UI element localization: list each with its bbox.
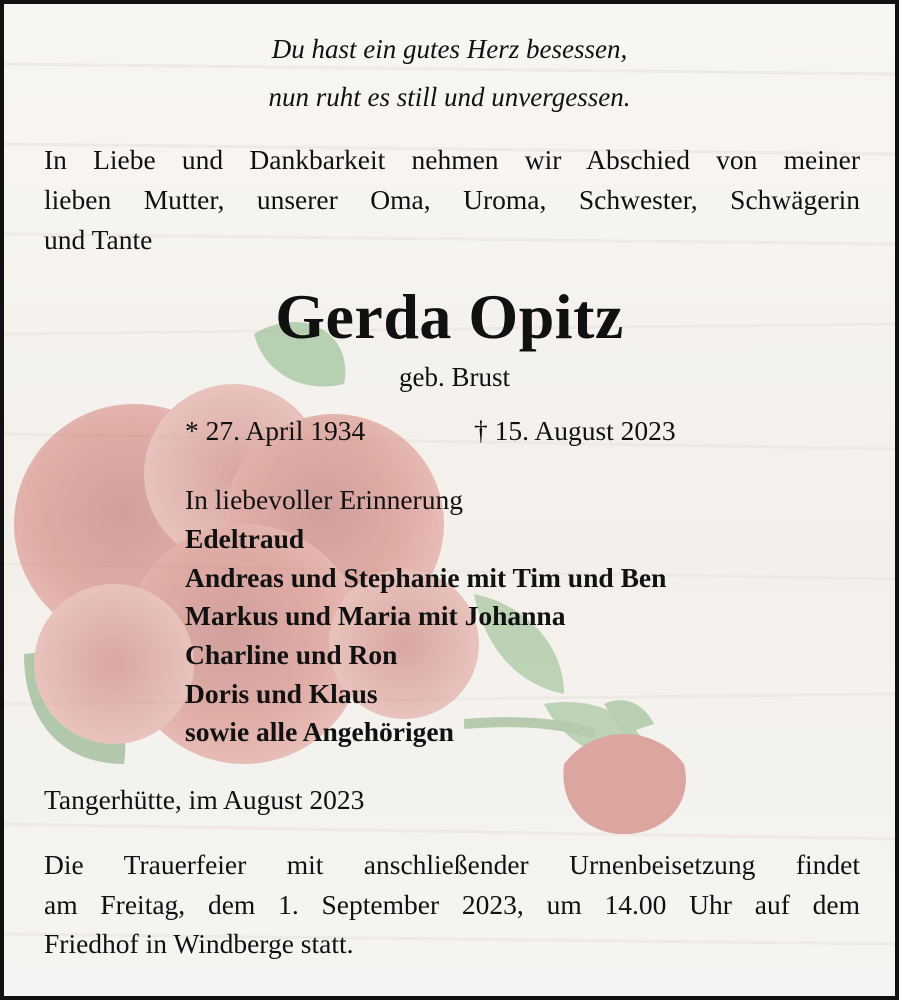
remembrance-text: In liebevoller Erinnerung (185, 484, 463, 515)
funeral-line-3: Friedhof in Windberge statt. (44, 928, 354, 959)
mourner-5: Doris und Klaus (185, 678, 378, 709)
mourner-3: Markus und Maria mit Johanna (185, 600, 566, 631)
intro-line-2: lieben Mutter, unserer Oma, Uroma, Schwester, Schwägerin (44, 184, 860, 215)
place-date: Tangerhütte, im August 2023 (44, 784, 365, 815)
mourner-2: Andreas und Stephanie mit Tim und Ben (185, 562, 667, 593)
intro-line-1: In Liebe und Dankbarkeit nehmen wir Abschied von meiner (44, 144, 860, 175)
mourner-4: Charline und Ron (185, 639, 398, 670)
mourner-1: Edeltraud (185, 523, 305, 554)
deceased-name: Gerda Opitz (275, 281, 624, 352)
funeral-line-1: Die Trauerfeier mit anschließender Urnenbeisetzung findet (44, 849, 860, 880)
mourner-6: sowie alle Angehörigen (185, 716, 454, 747)
intro-line-3: und Tante (44, 224, 153, 255)
birth-date: * 27. April 1934 (185, 415, 366, 446)
funeral-line-2: am Freitag, dem 1. September 2023, um 14.00 Uhr auf dem (44, 889, 860, 920)
poem-line-1: Du hast ein gutes Herz besessen, (271, 34, 628, 64)
birth-name: geb. Brust (399, 362, 510, 392)
death-date: † 15. August 2023 (474, 415, 676, 446)
poem-line-2: nun ruht es still und unvergessen. (268, 82, 631, 112)
